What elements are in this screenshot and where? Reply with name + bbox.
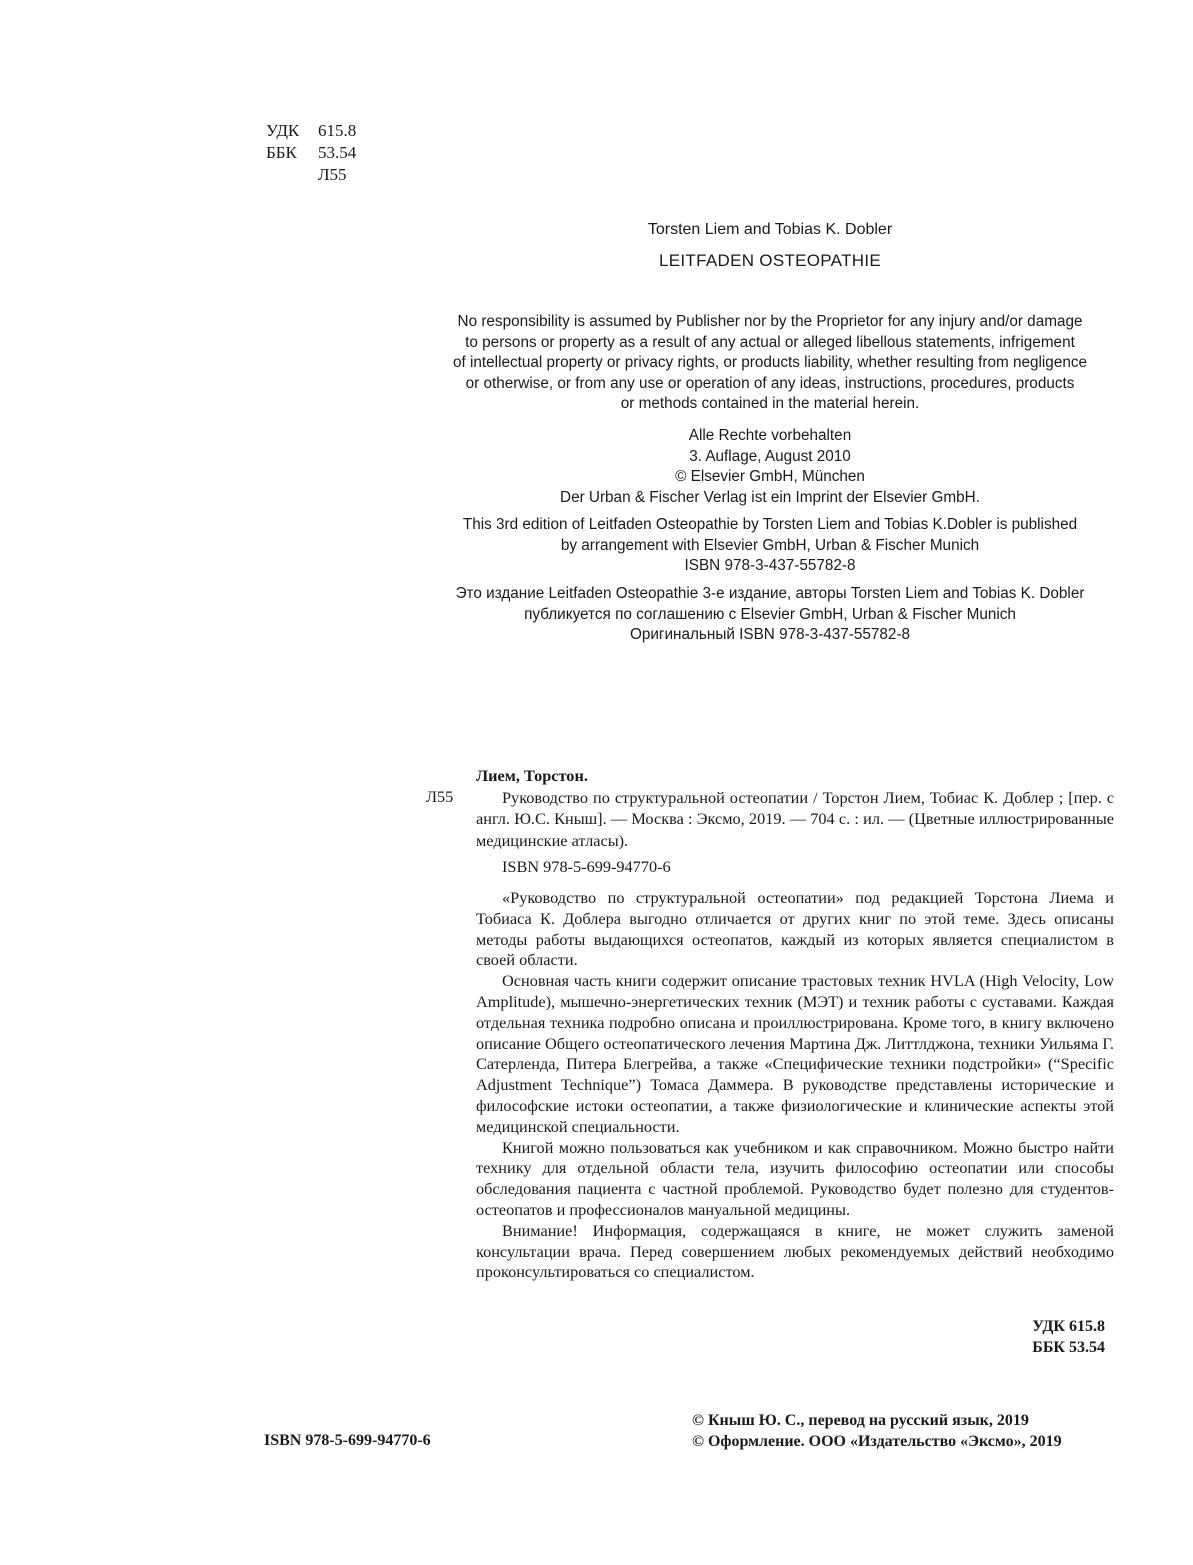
author-mark: Л55	[318, 165, 347, 184]
bibliographic-author: Лием, Торстон.	[476, 766, 588, 785]
bbk-label: ББК	[266, 143, 297, 162]
rights-line: Der Urban & Fischer Verlag ist ein Imprint der Elsevier GmbH.	[560, 488, 980, 506]
author-mark-row	[266, 164, 356, 186]
bibliographic-isbn: ISBN 978-5-699-94770-6	[502, 857, 671, 876]
rights-line: 3. Auflage, August 2010	[689, 447, 851, 465]
bbk-row	[266, 142, 356, 164]
annotation-paragraph: Внимание! Информация, содержащаяся в книге, не может служить заменой консультации врача. Перед совершением любых рекомендуемых действий необходимо проконсультироваться со специалистом.	[476, 1220, 1114, 1282]
copyright-line: © Оформление. ООО «Издательство «Эксмо», 2019	[692, 1432, 1062, 1450]
udk-row	[266, 120, 356, 142]
original-title: LEITFADEN OSTEOPATHIE	[659, 251, 881, 270]
annotation-paragraph: Основная часть книги содержит описание трастовых техник HVLA (High Velocity, Low Amplitude), мышечно-энергетических техник (МЭТ) и техник работы с суставами. Каждая отдельная техника подробно описана и проиллюстрирована. Кроме того, в книгу включено описание Общего остеопатического лечения Мартина Дж. Литтлджона, техники Уильяма Г. Сатерленда, Питера Блегрейва, а также «Специфические техники подстройки» (“Specific Adjustment Technique”) Томаса Даммера. В руководстве представлены исторические и философские истоки остеопатии, а также физиологические и клинические аспекты этой медицинской специальности.	[476, 971, 1114, 1136]
disclaimer-line: of intellectual property or privacy rights, or products liability, whether resulting from negligence	[453, 354, 1087, 372]
edition-ru-line: публикуется по соглашению с Elsevier GmbH, Urban & Fischer Munich	[524, 605, 1016, 623]
copyright-block	[692, 1411, 1062, 1452]
rights-line: © Elsevier GmbH, München	[675, 468, 865, 486]
rights-block	[426, 426, 1114, 508]
disclaimer-line: or methods contained in the material herein.	[620, 395, 920, 413]
bibliographic-code: Л55	[426, 787, 454, 806]
edition-note-ru	[426, 584, 1114, 646]
udk-label: УДК	[266, 121, 300, 140]
bottom-bbk: ББК 53.54	[1032, 1339, 1105, 1356]
disclaimer-line: No responsibility is assumed by Publisher nor by the Proprietor for any injury and/or damage	[457, 313, 1083, 330]
bbk-value: 53.54	[318, 143, 357, 162]
original-authors: Torsten Liem and Tobias K. Dobler	[647, 221, 893, 238]
edition-ru-line: Это издание Leitfaden Osteopathie 3-е издание, авторы Torsten Liem and Tobias K. Dobler	[455, 585, 1085, 602]
disclaimer-line: or otherwise, or from any use or operation of any ideas, instructions, procedures, products	[465, 374, 1075, 392]
disclaimer	[426, 312, 1114, 415]
bottom-codes	[960, 1316, 1105, 1358]
copyright-line: © Кныш Ю. С., перевод на русский язык, 2019	[692, 1412, 1029, 1429]
edition-ru-line: Оригинальный ISBN 978-3-437-55782-8	[629, 626, 911, 644]
rights-line: Alle Rechte vorbehalten	[688, 427, 852, 444]
bibliographic-description: Руководство по структуральной остеопатии / Торстон Лием, Тобиас К. Доблер ; [пер. с англ. Ю.С. Кныш]. — Москва : Эксмо, 2019. — 704 с. : ил. — (Цветные иллюстрированные медицинские атласы).	[476, 788, 1114, 850]
edition-note-en	[426, 515, 1114, 577]
edition-en-line: This 3rd edition of Leitfaden Osteopathie by Torsten Liem and Tobias K.Dobler is published	[462, 516, 1078, 533]
annotation	[476, 888, 1114, 1283]
disclaimer-line: to persons or property as a result of any actual or alleged libellous statements, infrigement	[465, 333, 1075, 351]
edition-en-line: ISBN 978-3-437-55782-8	[684, 557, 856, 575]
annotation-paragraph: Книгой можно пользоваться как учебником и как справочником. Можно быстро найти технику для отдельной области тела, изучить философию остеопатии или способы обследования пациента с частной проблемой. Руководство будет полезно для студентов-остеопатов и профессионалов мануальной медицины.	[476, 1137, 1114, 1219]
edition-en-line: by arrangement with Elsevier GmbH, Urban & Fischer Munich	[560, 536, 980, 554]
annotation-paragraph: «Руководство по структуральной остеопатии» под редакцией Торстона Лиема и Тобиаса К. Доблера выгодно отличается от других книг по этой теме. Здесь описаны методы работы выдающихся остеопатов, каждый из которых является специалистом в своей области.	[476, 888, 1114, 970]
classification-codes	[266, 120, 356, 186]
isbn-bottom: ISBN 978-5-699-94770-6	[264, 1432, 431, 1449]
bottom-udk: УДК 615.8	[1032, 1318, 1105, 1335]
udk-value: 615.8	[318, 121, 357, 140]
